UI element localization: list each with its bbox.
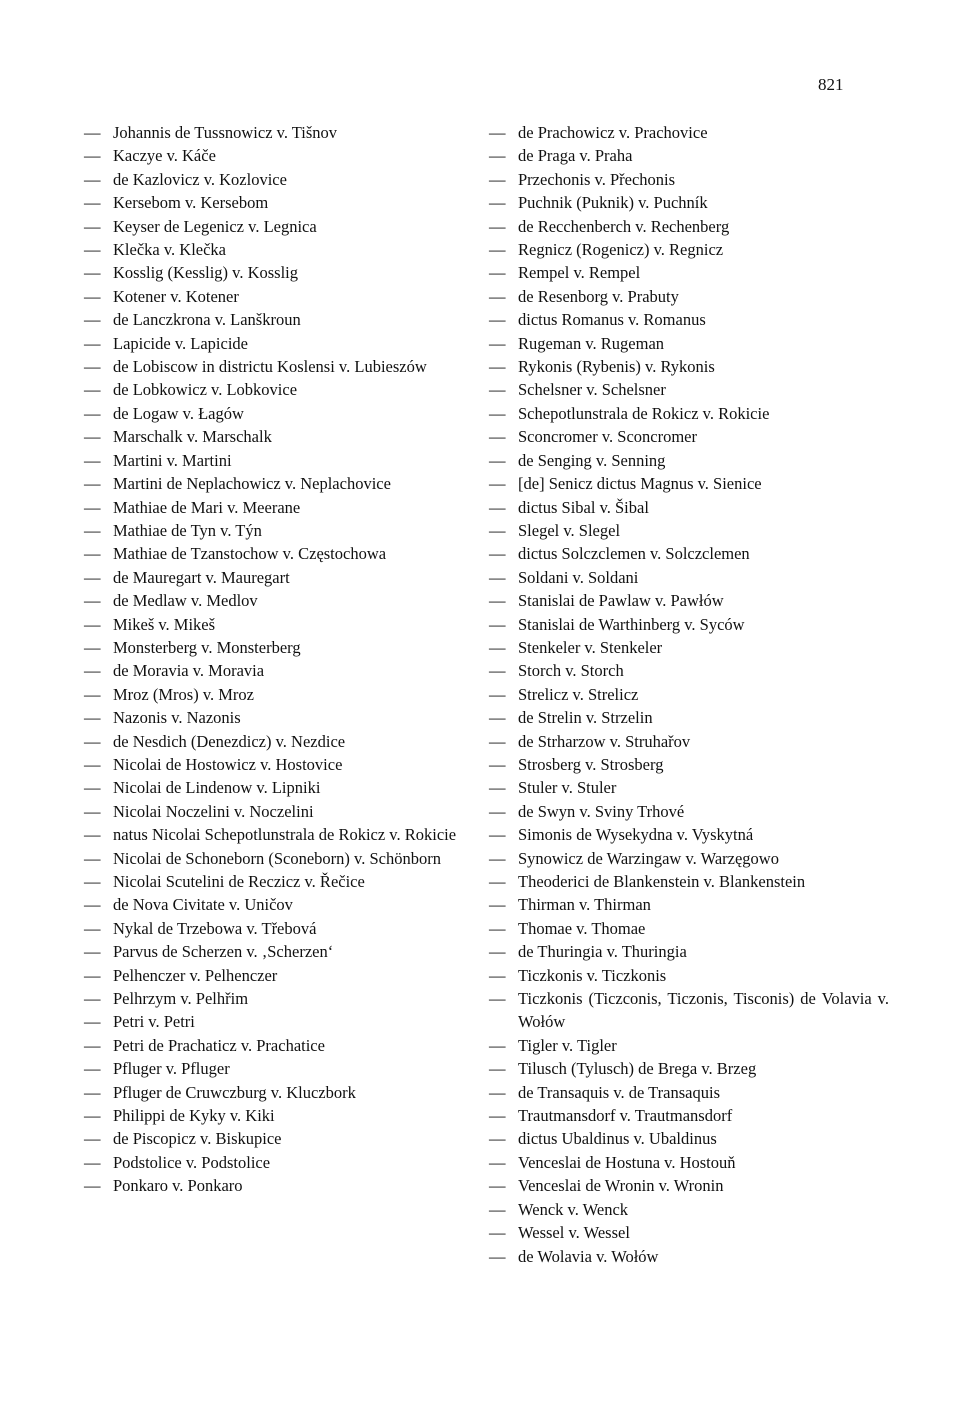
index-entry: — Kosslig (Kesslig) v. Kosslig (84, 261, 462, 284)
index-entry: — Stuler v. Stuler (489, 776, 889, 799)
index-entry: — Ponkaro v. Ponkaro (84, 1174, 462, 1197)
index-entry: — de Nova Civitate v. Uničov (84, 893, 462, 916)
index-entry: — Rempel v. Rempel (489, 261, 889, 284)
index-entry: — Pelhrzym v. Pelhřim (84, 987, 462, 1010)
index-entry: — Petri de Prachaticz v. Prachatice (84, 1034, 462, 1057)
index-entry: — Venceslai de Wronin v. Wronin (489, 1174, 889, 1197)
index-entry: — Stanislai de Pawlaw v. Pawłów (489, 589, 889, 612)
index-entry: — Monsterberg v. Monsterberg (84, 636, 462, 659)
index-entry: — Nicolai Scutelini de Reczicz v. Řečice (84, 870, 462, 893)
index-entry: — de Thuringia v. Thuringia (489, 940, 889, 963)
index-entry: — dictus Romanus v. Romanus (489, 308, 889, 331)
index-entry: — de Logaw v. Łagów (84, 402, 462, 425)
index-entry: — Storch v. Storch (489, 659, 889, 682)
index-entry: — Synowicz de Warzingaw v. Warzęgowo (489, 847, 889, 870)
index-entry: — Nicolai de Hostowicz v. Hostovice (84, 753, 462, 776)
index-entry: — Nicolai de Schoneborn (Sconeborn) v. Schönborn (84, 847, 462, 870)
index-entry: — Nicolai Noczelini v. Noczelini (84, 800, 462, 823)
index-entry: — dictus Ubaldinus v. Ubaldinus (489, 1127, 889, 1150)
index-entry: — Pelhenczer v. Pelhenczer (84, 964, 462, 987)
index-entry: — Johannis de Tussnowicz v. Tišnov (84, 121, 462, 144)
index-entry: — Tilusch (Tylusch) de Brega v. Brzeg (489, 1057, 889, 1080)
index-entry: — Schepotlunstrala de Rokicz v. Rokicie (489, 402, 889, 425)
index-entry: — Wenck v. Wenck (489, 1198, 889, 1221)
index-entry: — [de] Senicz dictus Magnus v. Sienice (489, 472, 889, 495)
index-entry: — dictus Sibal v. Šibal (489, 496, 889, 519)
index-entry: — de Strharzow v. Struhařov (489, 730, 889, 753)
index-entry: — de Resenborg v. Prabuty (489, 285, 889, 308)
index-entry: — Mathiae de Tyn v. Týn (84, 519, 462, 542)
index-entry: — Martini v. Martini (84, 449, 462, 472)
index-entry: — Rykonis (Rybenis) v. Rykonis (489, 355, 889, 378)
index-entry: — Stenkeler v. Stenkeler (489, 636, 889, 659)
index-entry: — de Lobiscow in districtu Koslensi v. Lubieszów (84, 355, 462, 378)
index-entry: — Rugeman v. Rugeman (489, 332, 889, 355)
index-entry: — de Transaquis v. de Transaquis (489, 1081, 889, 1104)
index-entry: — Philippi de Kyky v. Kiki (84, 1104, 462, 1127)
index-entry: — Kaczye v. Káče (84, 144, 462, 167)
index-entry: — Martini de Neplachowicz v. Neplachovice (84, 472, 462, 495)
index-entry: — Venceslai de Hostuna v. Hostouň (489, 1151, 889, 1174)
index-entry: — de Nesdich (Denezdicz) v. Nezdice (84, 730, 462, 753)
index-entry: — de Moravia v. Moravia (84, 659, 462, 682)
index-entry: — Schelsner v. Schelsner (489, 378, 889, 401)
index-entry: — de Lobkowicz v. Lobkovice (84, 378, 462, 401)
index-entry: — de Wolavia v. Wołów (489, 1245, 889, 1268)
index-entry: — Thomae v. Thomae (489, 917, 889, 940)
index-entry: — de Mauregart v. Mauregart (84, 566, 462, 589)
index-entry: — Przechonis v. Přechonis (489, 168, 889, 191)
index-entry: — de Recchenberch v. Rechenberg (489, 215, 889, 238)
index-entry: — Klečka v. Klečka (84, 238, 462, 261)
index-entry: — Sconcromer v. Sconcromer (489, 425, 889, 448)
index-entry: — Ticzkonis v. Ticzkonis (489, 964, 889, 987)
index-entry: — Stanislai de Warthinberg v. Syców (489, 613, 889, 636)
index-entry: — Theoderici de Blankenstein v. Blankenstein (489, 870, 889, 893)
index-entry: — Ticzkonis (Ticzconis, Ticzonis, Tisconis) de Volavia v. Wołów (489, 987, 889, 1034)
index-entry: — de Prachowicz v. Prachovice (489, 121, 889, 144)
index-entry: — Parvus de Scherzen v. ‚Scherzen‘ (84, 940, 462, 963)
index-entry: — de Praga v. Praha (489, 144, 889, 167)
index-entry: — Petri v. Petri (84, 1010, 462, 1033)
index-entry: — Lapicide v. Lapicide (84, 332, 462, 355)
index-entry: — Slegel v. Slegel (489, 519, 889, 542)
index-entry: — natus Nicolai Schepotlunstrala de Rokicz v. Rokicie (84, 823, 462, 846)
index-entry: — Mathiae de Mari v. Meerane (84, 496, 462, 519)
index-entry: — de Medlaw v. Medlov (84, 589, 462, 612)
index-entry: — Mroz (Mros) v. Mroz (84, 683, 462, 706)
index-entry: — Wessel v. Wessel (489, 1221, 889, 1244)
index-entry: — Puchnik (Puknik) v. Puchník (489, 191, 889, 214)
index-entry: — Trautmansdorf v. Trautmansdorf (489, 1104, 889, 1127)
index-entry: — Strelicz v. Strelicz (489, 683, 889, 706)
index-entry: — Tigler v. Tigler (489, 1034, 889, 1057)
index-entry: — de Strelin v. Strzelin (489, 706, 889, 729)
index-entry: — Kotener v. Kotener (84, 285, 462, 308)
index-entry: — de Kazlovicz v. Kozlovice (84, 168, 462, 191)
index-entry: — de Senging v. Senning (489, 449, 889, 472)
index-entry: — dictus Solczclemen v. Solczclemen (489, 542, 889, 565)
page-number: 821 (818, 75, 844, 94)
index-entry: — Podstolice v. Podstolice (84, 1151, 462, 1174)
index-entry: — Nykal de Trzebowa v. Třebová (84, 917, 462, 940)
index-entry: — Kersebom v. Kersebom (84, 191, 462, 214)
index-entry: — Marschalk v. Marschalk (84, 425, 462, 448)
index-entry: — Thirman v. Thirman (489, 893, 889, 916)
index-entry: — Mathiae de Tzanstochow v. Częstochowa (84, 542, 462, 565)
index-entry: — Pfluger v. Pfluger (84, 1057, 462, 1080)
index-entry: — de Piscopicz v. Biskupice (84, 1127, 462, 1150)
index-entry: — de Swyn v. Sviny Trhové (489, 800, 889, 823)
index-entry: — Pfluger de Cruwczburg v. Kluczbork (84, 1081, 462, 1104)
index-entry: — Nicolai de Lindenow v. Lipniki (84, 776, 462, 799)
index-column-right (489, 121, 889, 1268)
index-entry: — de Lanczkrona v. Lanškroun (84, 308, 462, 331)
index-entry: — Nazonis v. Nazonis (84, 706, 462, 729)
index-entry: — Keyser de Legenicz v. Legnica (84, 215, 462, 238)
index-entry: — Soldani v. Soldani (489, 566, 889, 589)
index-entry: — Regnicz (Rogenicz) v. Regnicz (489, 238, 889, 261)
index-entry: — Simonis de Wysekydna v. Vyskytná (489, 823, 889, 846)
index-column-left (84, 121, 462, 1198)
index-entry: — Mikeš v. Mikeš (84, 613, 462, 636)
index-entry: — Strosberg v. Strosberg (489, 753, 889, 776)
